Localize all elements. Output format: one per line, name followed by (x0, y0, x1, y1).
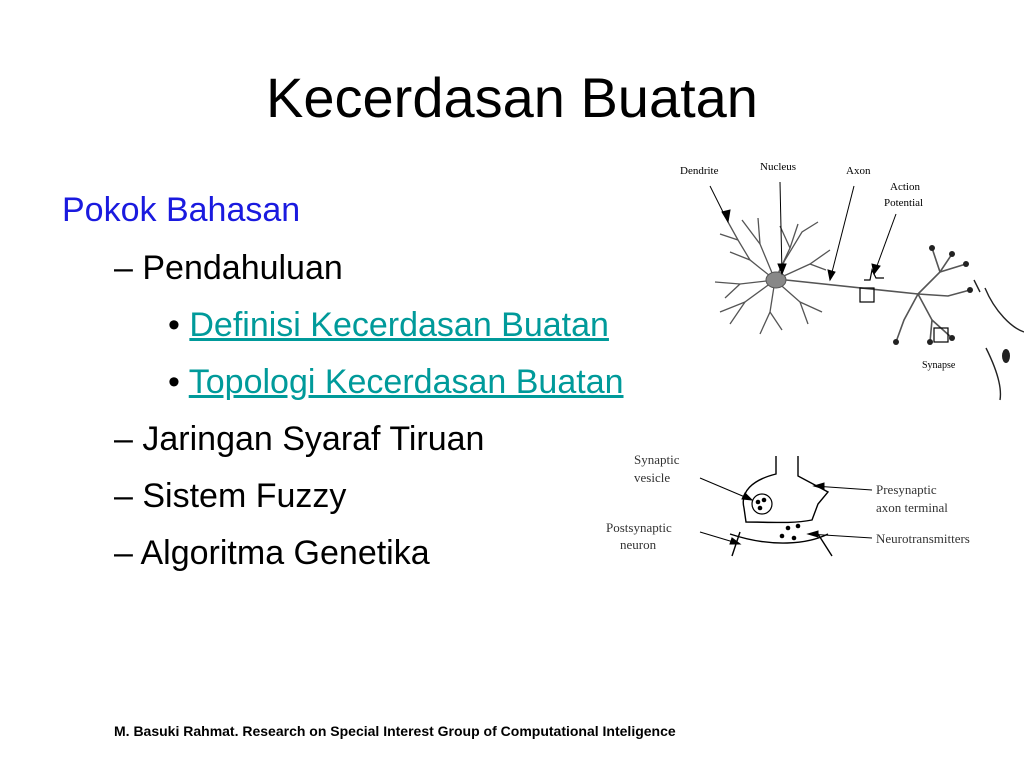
label-vesicle: vesicle (634, 470, 671, 485)
synaptic-vesicle (752, 494, 772, 514)
label-action-potential-line2: Potential (884, 197, 924, 209)
label-neuron: neuron (620, 537, 657, 552)
list-item-pendahuluan (114, 248, 343, 288)
label-presynaptic: Presynaptic (876, 482, 937, 497)
slide-title: Kecerdasan Buatan (266, 66, 758, 129)
synapse-diagram (602, 448, 1024, 564)
label-synapse: Synapse (922, 360, 956, 371)
list-item-sistem-fuzzy (114, 476, 346, 516)
list-item-topologi (168, 362, 624, 402)
list-item-label: Algoritma Genetika (140, 534, 430, 572)
dash-bullet: – (114, 534, 133, 572)
action-potential-box (860, 288, 874, 302)
cell-body (766, 272, 786, 288)
label-synaptic: Synaptic (634, 452, 680, 467)
dash-bullet: – (114, 420, 133, 458)
list-item-algoritma-genetika (114, 533, 430, 573)
label-axon: Axon (846, 165, 871, 177)
label-pointers (700, 478, 872, 544)
adjacent-neuron (974, 280, 1024, 400)
label-action-potential-line1: Action (890, 181, 920, 193)
synapse-box (934, 328, 948, 342)
footer-credit: M. Basuki Rahmat. Research on Special Interest Group of Computational Inteligence (114, 723, 676, 739)
neurotransmitter-dots (756, 498, 801, 541)
list-item-label: Pendahuluan (142, 249, 343, 287)
list-item-jaringan-syaraf-tiruan (114, 419, 484, 459)
label-postsynaptic: Postsynaptic (606, 520, 672, 535)
list-item-label: Sistem Fuzzy (142, 477, 347, 515)
dot-bullet: • (168, 363, 180, 401)
label-dendrite: Dendrite (680, 165, 719, 177)
neuron-diagram (680, 152, 1024, 400)
list-item-definisi (168, 305, 609, 345)
link-definisi-kecerdasan-buatan[interactable]: Definisi Kecerdasan Buatan (189, 306, 609, 344)
link-topologi-kecerdasan-buatan[interactable]: Topologi Kecerdasan Buatan (188, 363, 624, 401)
dash-bullet: – (114, 477, 133, 515)
label-nucleus: Nucleus (760, 161, 797, 173)
list-item-label: Jaringan Syaraf Tiruan (142, 420, 485, 458)
dash-bullet: – (114, 249, 133, 287)
dot-bullet: • (168, 306, 180, 344)
adjacent-nucleus (1002, 349, 1010, 363)
label-neurotransmitters: Neurotransmitters (876, 531, 970, 546)
section-heading: Pokok Bahasan (62, 191, 301, 229)
label-axon-terminal: axon terminal (876, 500, 948, 515)
